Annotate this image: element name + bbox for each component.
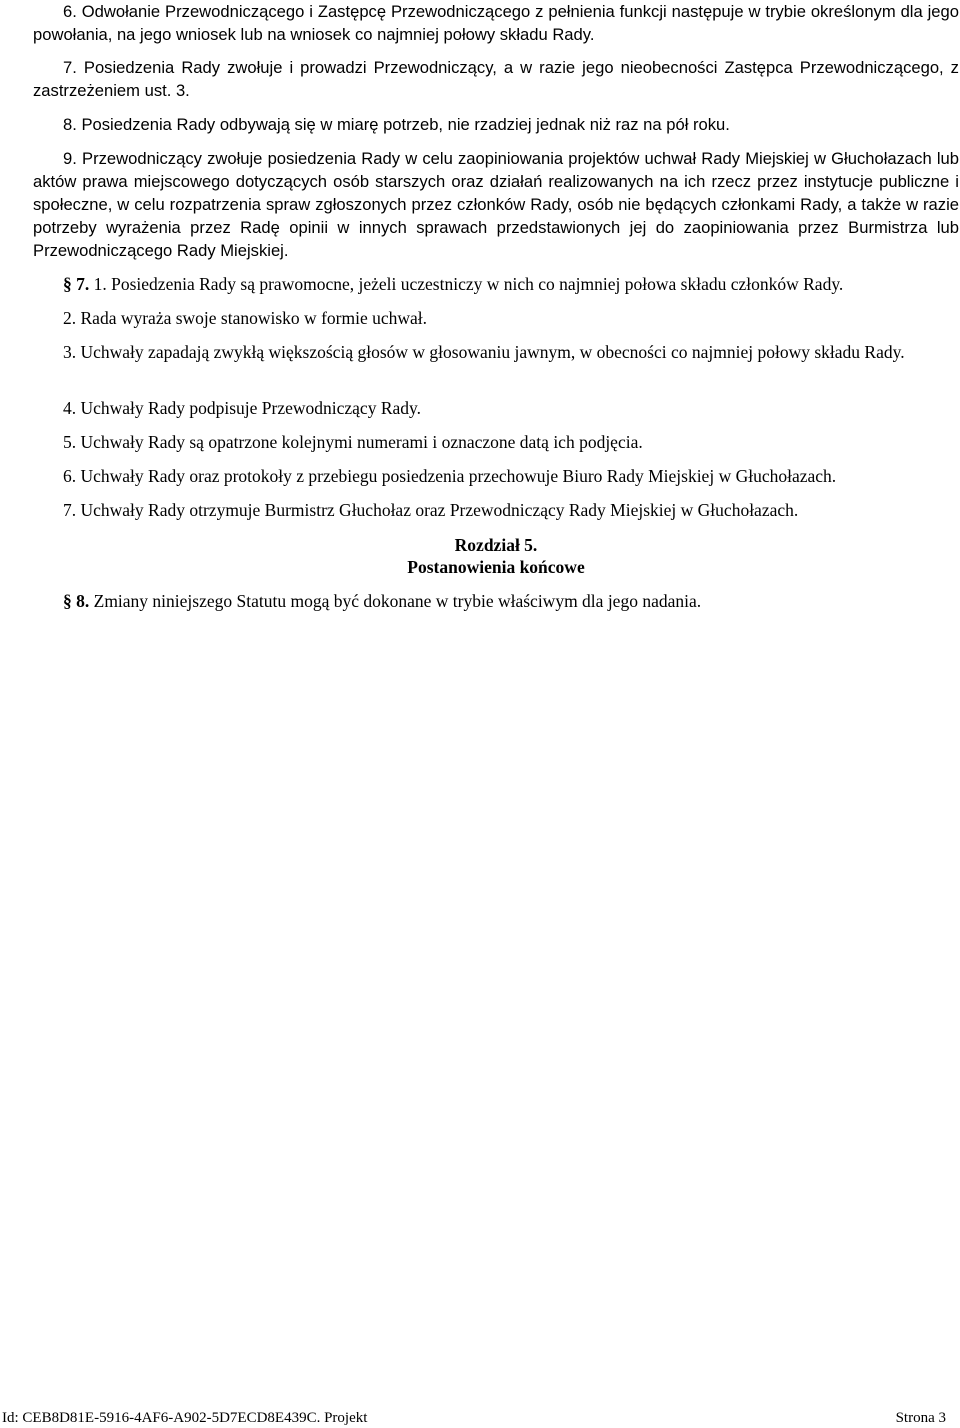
section-7-item-6 bbox=[33, 465, 959, 488]
paragraph-text: Przewodniczący zwołuje posiedzenia Rady w celu zaopiniowania projektów uchwał Rady Miejskiej w Głuchołazach lub aktów prawa miejscowego dotyczących osób starszych oraz działań realizowanych na ich rzecz przez instytucje publiczne i społeczne, w celu rozpatrzenia spraw zgłoszonych przez członków Rady, osób nie będących członkami Rady, a także w razie potrzeby wyrażenia przez Radę opinii w innych sprawach przedstawionych jej do zaopiniowania przez Burmistrza lub Przewodniczącego Rady Miejskiej. bbox=[33, 149, 959, 260]
item-number: 4. bbox=[63, 398, 77, 418]
item-number: 6. bbox=[63, 466, 77, 486]
paragraph-text: Posiedzenia Rady odbywają się w miarę potrzeb, nie rzadziej jednak niż raz na pół roku. bbox=[81, 115, 730, 134]
item-text: Uchwały Rady podpisuje Przewodniczący Rady. bbox=[80, 398, 422, 418]
item-number: 3. bbox=[63, 342, 77, 362]
item-number: 7. bbox=[63, 500, 77, 520]
paragraph-text: Odwołanie Przewodniczącego i Zastępcę Przewodniczącego z pełnienia funkcji następuje w trybie określonym dla jego powołania, na jego wniosek lub na wniosek co najmniej połowy składu Rady. bbox=[33, 2, 959, 44]
item-number: 5. bbox=[63, 432, 77, 452]
chapter-title: Rozdział 5. bbox=[454, 535, 538, 555]
item-text: Uchwały Rady są opatrzone kolejnymi numerami i oznaczone datą ich podjęcia. bbox=[80, 432, 643, 452]
section-number: § 8. bbox=[63, 591, 90, 611]
paragraph-number: 7. bbox=[63, 58, 77, 77]
paragraph-number: 8. bbox=[63, 115, 77, 134]
section-7-item-3 bbox=[33, 341, 959, 364]
section-7-item-5 bbox=[33, 431, 959, 454]
item-number: 2. bbox=[63, 308, 77, 328]
item-text: Rada wyraża swoje stanowisko w formie uchwał. bbox=[80, 308, 427, 328]
document-id: Id: CEB8D81E-5916-4AF6-A902-5D7ECD8E439C. Projekt bbox=[2, 1410, 368, 1426]
chapter-subtitle: Postanowienia końcowe bbox=[407, 557, 585, 577]
paragraph-7 bbox=[33, 56, 959, 102]
section-text: Zmiany niniejszego Statutu mogą być dokonane w trybie właściwym dla jego nadania. bbox=[93, 591, 702, 611]
section-number: § 7. bbox=[63, 274, 90, 294]
section-7-item-7 bbox=[33, 499, 959, 522]
paragraph-9 bbox=[33, 147, 959, 262]
item-text: Posiedzenia Rady są prawomocne, jeżeli uczestniczy w nich co najmniej połowa składu członków Rady. bbox=[111, 274, 844, 294]
page-number: Strona 3 bbox=[895, 1410, 946, 1426]
paragraph-text: Posiedzenia Rady zwołuje i prowadzi Przewodniczący, a w razie jego nieobecności Zastępca Przewodniczącego, z zastrzeżeniem ust. 3. bbox=[33, 58, 959, 100]
item-text: Uchwały Rady otrzymuje Burmistrz Głuchołaz oraz Przewodniczący Rady Miejskiej w Głuchołazach. bbox=[80, 500, 799, 520]
paragraph-8 bbox=[33, 113, 959, 136]
item-text: Uchwały zapadają zwykłą większością głosów w głosowaniu jawnym, w obecności co najmniej połowy składu Rady. bbox=[80, 342, 905, 362]
paragraph-number: 9. bbox=[63, 149, 77, 168]
item-text: Uchwały Rady oraz protokoły z przebiegu posiedzenia przechowuje Biuro Rady Miejskiej w Głuchołazach. bbox=[80, 466, 837, 486]
section-8 bbox=[33, 590, 959, 613]
paragraph-6 bbox=[33, 0, 959, 46]
section-7-item-4 bbox=[33, 397, 959, 420]
section-7-item-1 bbox=[33, 273, 959, 296]
paragraph-number: 6. bbox=[63, 2, 77, 21]
section-7-item-2 bbox=[33, 307, 959, 330]
item-number: 1. bbox=[93, 274, 107, 294]
